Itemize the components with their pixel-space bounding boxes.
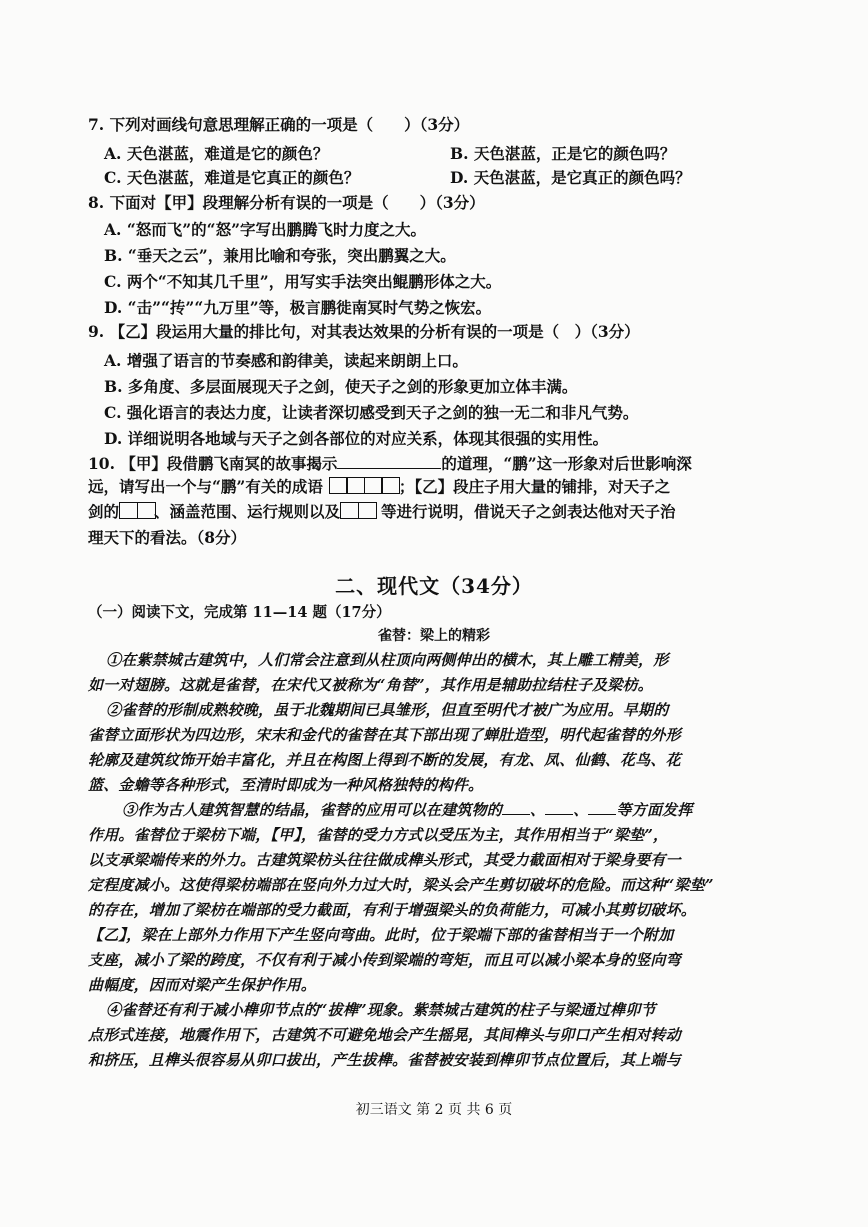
q9-option-c: C. 强化语言的表达力度，让读者深切感受到天子之剑的独一无二和非凡气势。 bbox=[104, 403, 639, 422]
article-line: ②雀替的形制成熟较晚，虽于北魏期间已具雏形，但直至明代才被广为应用。早期的 bbox=[106, 701, 669, 719]
q8-option-d: D. “击”“抟”“九万里”等，极言鹏徙南冥时气势之恢宏。 bbox=[104, 298, 492, 317]
q7-option-b: B. 天色湛蓝，正是它的颜色吗？ bbox=[450, 144, 676, 163]
article-line: 轮廓及建筑纹饰开始丰富化，并且在构图上得到不断的发展，有龙、凤、仙鹤、花鸟、花 bbox=[88, 751, 681, 769]
answer-box[interactable] bbox=[119, 502, 138, 519]
article-line: ①在紫禁城古建筑中，人们常会注意到从柱顶向两侧伸出的横木，其上雕工精美，形 bbox=[106, 651, 669, 669]
q10-line-4: 理天下的看法。（8分） bbox=[88, 528, 247, 547]
answer-box[interactable] bbox=[381, 477, 400, 494]
article-line: 如一对翅膀。这就是雀替，在宋代又被称为“角替”，其作用是辅助拉结柱子及梁枋。 bbox=[88, 676, 653, 694]
article-line: 定程度减小。这使得梁枋端部在竖向外力过大时，梁头会产生剪切破坏的危险。而这种“梁垫” bbox=[88, 876, 714, 894]
q9-option-d: D. 详细说明各地域与天子之剑各部位的对应关系，体现其很强的实用性。 bbox=[104, 429, 609, 448]
answer-box[interactable] bbox=[364, 477, 383, 494]
article-text: 等方面发挥 bbox=[616, 801, 693, 819]
q10-line-1 bbox=[88, 452, 692, 474]
answer-blank[interactable] bbox=[545, 802, 573, 815]
q10-text: ；【乙】段庄子用大量的铺排，对天子之 bbox=[398, 477, 671, 496]
answer-box[interactable] bbox=[329, 477, 348, 494]
q9-stem: 9. 【乙】段运用大量的排比句，对其表达效果的分析有误的一项是（ ）（3分） bbox=[88, 322, 640, 341]
q8-option-b: B. “垂天之云”，兼用比喻和夸张，突出鹏翼之大。 bbox=[104, 246, 456, 265]
section-subtitle: （一）阅读下文，完成第 11—14 题（17分） bbox=[88, 604, 391, 621]
article-line: 和挤压，且榫头很容易从卯口拔出，产生拔榫。雀替被安装到榫卯节点位置后，其上端与 bbox=[88, 1051, 681, 1069]
q7-option-c: C. 天色湛蓝，难道是它真正的颜色？ bbox=[104, 168, 360, 187]
article-line bbox=[122, 799, 692, 820]
q7-option-d: D. 天色湛蓝，是它真正的颜色吗？ bbox=[450, 168, 691, 187]
article-line: 点形式连接，地震作用下，古建筑不可避免地会产生摇晃，其间榫头与卯口产生相对转动 bbox=[88, 1026, 681, 1044]
q10-text: 、涵盖范围、运行规则以及 bbox=[154, 502, 341, 521]
q10-text: 等进行说明，借说天子之剑表达他对天子治 bbox=[381, 502, 676, 521]
article-line: 以支承梁端传来的外力。古建筑梁枋头往往做成榫头形式，其受力截面相对于梁身要有一 bbox=[88, 851, 681, 869]
q7-option-a: A. 天色湛蓝，难道是它的颜色？ bbox=[104, 144, 329, 163]
q10-text: 的道理，“鹏”这一形象对后世影响深 bbox=[441, 454, 692, 473]
q10-text: 剑的 bbox=[88, 502, 120, 521]
answer-box[interactable] bbox=[340, 502, 359, 519]
q9-option-a: A. 增强了语言的节奏感和韵律美，读起来朗朗上口。 bbox=[104, 351, 468, 370]
article-title: 雀替：梁上的精彩 bbox=[378, 628, 490, 644]
answer-blank[interactable] bbox=[337, 454, 441, 469]
q10-text: 10. 【甲】段借鹏飞南冥的故事揭示 bbox=[88, 454, 338, 473]
answer-box[interactable] bbox=[346, 477, 365, 494]
q7-stem: 7. 下列对画线句意思理解正确的一项是（ ）（3分） bbox=[88, 115, 470, 134]
page-footer: 初三语文 第 2 页 共 6 页 bbox=[355, 1102, 513, 1118]
answer-box[interactable] bbox=[358, 502, 377, 519]
q8-stem: 8. 下面对【甲】段理解分析有误的一项是（ ）（3分） bbox=[88, 193, 485, 212]
article-line: 【乙】，梁在上部外力作用下产生竖向弯曲。此时，位于梁端下部的雀替相当于一个附加 bbox=[88, 926, 674, 944]
article-line: 的存在，增加了梁枋在端部的受力截面，有利于增强梁头的负荷能力，可减小其剪切破坏。 bbox=[88, 901, 697, 919]
article-line: ④雀替还有利于减小榫卯节点的“拔榫”现象。紫禁城古建筑的柱子与梁通过榫卯节 bbox=[106, 1001, 656, 1019]
article-text: 、 bbox=[573, 801, 589, 819]
article-line: 曲幅度，因而对梁产生保护作用。 bbox=[88, 976, 317, 994]
answer-box[interactable] bbox=[137, 502, 156, 519]
article-line: 篮、金蟾等各种形式，至清时即成为一种风格独特的构件。 bbox=[88, 776, 484, 794]
article-line: 作用。雀替位于梁枋下端，【甲】，雀替的受力方式以受压为主，其作用相当于“梁垫”， bbox=[88, 826, 669, 844]
article-line: 支座，减小了梁的跨度，不仅有利于减小传到梁端的弯矩，而且可以减小梁本身的竖向弯 bbox=[88, 951, 681, 969]
q10-text: 远，请写出一个与“鹏”有关的成语 bbox=[88, 477, 323, 496]
answer-blank[interactable] bbox=[502, 802, 530, 815]
q8-option-a: A. “怒而飞”的“怒”字写出鹏腾飞时力度之大。 bbox=[104, 220, 426, 239]
q10-line-3 bbox=[88, 500, 676, 522]
article-text: 、 bbox=[530, 801, 546, 819]
section-title: 二、现代文（34分） bbox=[335, 574, 533, 598]
q9-option-b: B. 多角度、多层面展现天子之剑，使天子之剑的形象更加立体丰满。 bbox=[104, 377, 578, 396]
article-line: 雀替立面形状为四边形，宋末和金代的雀替在其下部出现了蝉肚造型，明代起雀替的外形 bbox=[88, 726, 681, 744]
q8-option-c: C. 两个“不知其几千里”，用写实手法突出鲲鹏形体之大。 bbox=[104, 272, 502, 291]
article-text: ③作为古人建筑智慧的结晶，雀替的应用可以在建筑物的 bbox=[122, 801, 503, 819]
q10-line-2 bbox=[88, 475, 670, 497]
answer-blank[interactable] bbox=[588, 802, 616, 815]
